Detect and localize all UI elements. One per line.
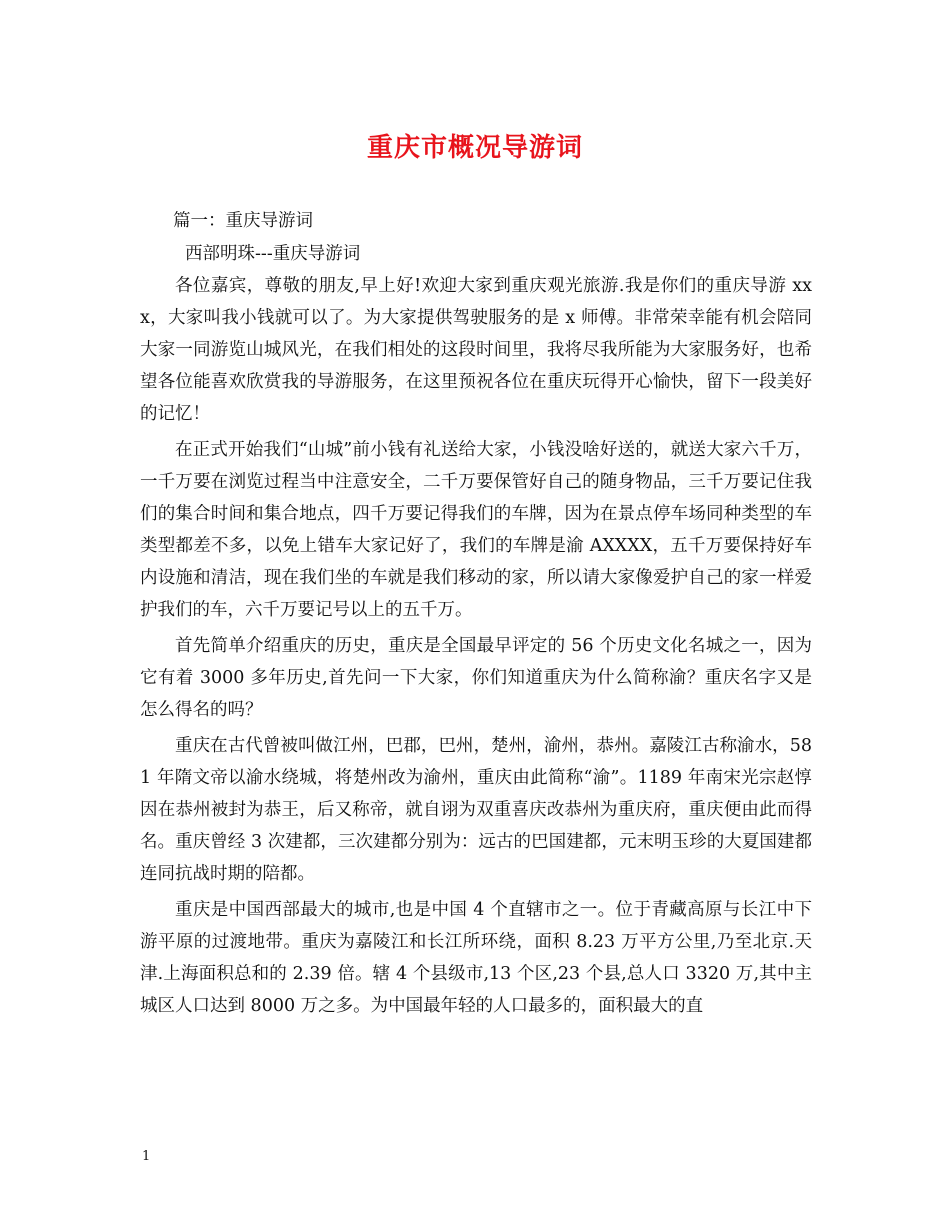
page-number: 1 xyxy=(142,1149,151,1164)
document-title: 重庆市概况导游词 xyxy=(366,133,583,163)
paragraph: 在正式开始我们“山城”前小钱有礼送给大家，小钱没啥好送的，就送大家六千万，一千万要在浏览过程当中注意安全，二千万要保管好自己的随身物品，三千万要记住我们的集合时间和集合地点，四千万要记得我们的车牌，因为在景点停车场同种类型的车类型都差不多，以免上错车大家记好了，我们的车牌是渝 AXXXX，五千万要保持好车内设施和清洁，现在我们坐的车就是我们移动的家，所以请大家像爱护自己的家一样爱护我们的车，六千万要记号以上的五千万。 xyxy=(140,440,812,620)
document-body xyxy=(140,270,812,1022)
paragraph: 各位嘉宾，尊敬的朋友,早上好!欢迎大家到重庆观光旅游.我是你们的重庆导游 xxx，大家叫我小钱就可以了。为大家提供驾驶服务的是 x 师傅。非常荣幸能有机会陪同大家一同游览山城风光，在我们相处的这段时间里，我将尽我所能为大家服务好，也希望各位能喜欢欣赏我的导游服务，在这里预祝各位在重庆玩得开心愉快，留下一段美好的记忆！ xyxy=(140,276,812,424)
paragraph: 重庆在古代曾被叫做江州，巴郡，巴州，楚州，渝州，恭州。嘉陵江古称渝水，581 年隋文帝以渝水绕城，将楚州改为渝州，重庆由此简称“渝”。1189 年南宋光宗赵惇因在恭州被封为恭王，后又称帝，就自诩为双重喜庆改恭州为重庆府，重庆便由此而得名。重庆曾经 3 次建都，三次建都分别为：远古的巴国建都，元末明玉珍的大夏国建都连同抗战时期的陪都。 xyxy=(140,736,812,884)
section-heading: 篇一：重庆导游词 xyxy=(173,211,313,231)
paragraph: 重庆是中国西部最大的城市,也是中国 4 个直辖市之一。位于青藏高原与长江中下游平原的过渡地带。重庆为嘉陵江和长江所环绕，面积 8.23 万平方公里,乃至北京.天津.上海面积总和的 2.39 倍。辖 4 个县级市,13 个区,23 个县,总人口 3320 万,其中主城区人口达到 8000 万之多。为中国最年轻的人口最多的，面积最大的直 xyxy=(140,900,812,1016)
document-subtitle: 西部明珠---重庆导游词 xyxy=(185,244,361,264)
paragraph: 首先简单介绍重庆的历史，重庆是全国最早评定的 56 个历史文化名城之一，因为它有着 3000 多年历史,首先问一下大家，你们知道重庆为什么简称渝？重庆名字又是怎么得名的吗？ xyxy=(140,636,812,720)
